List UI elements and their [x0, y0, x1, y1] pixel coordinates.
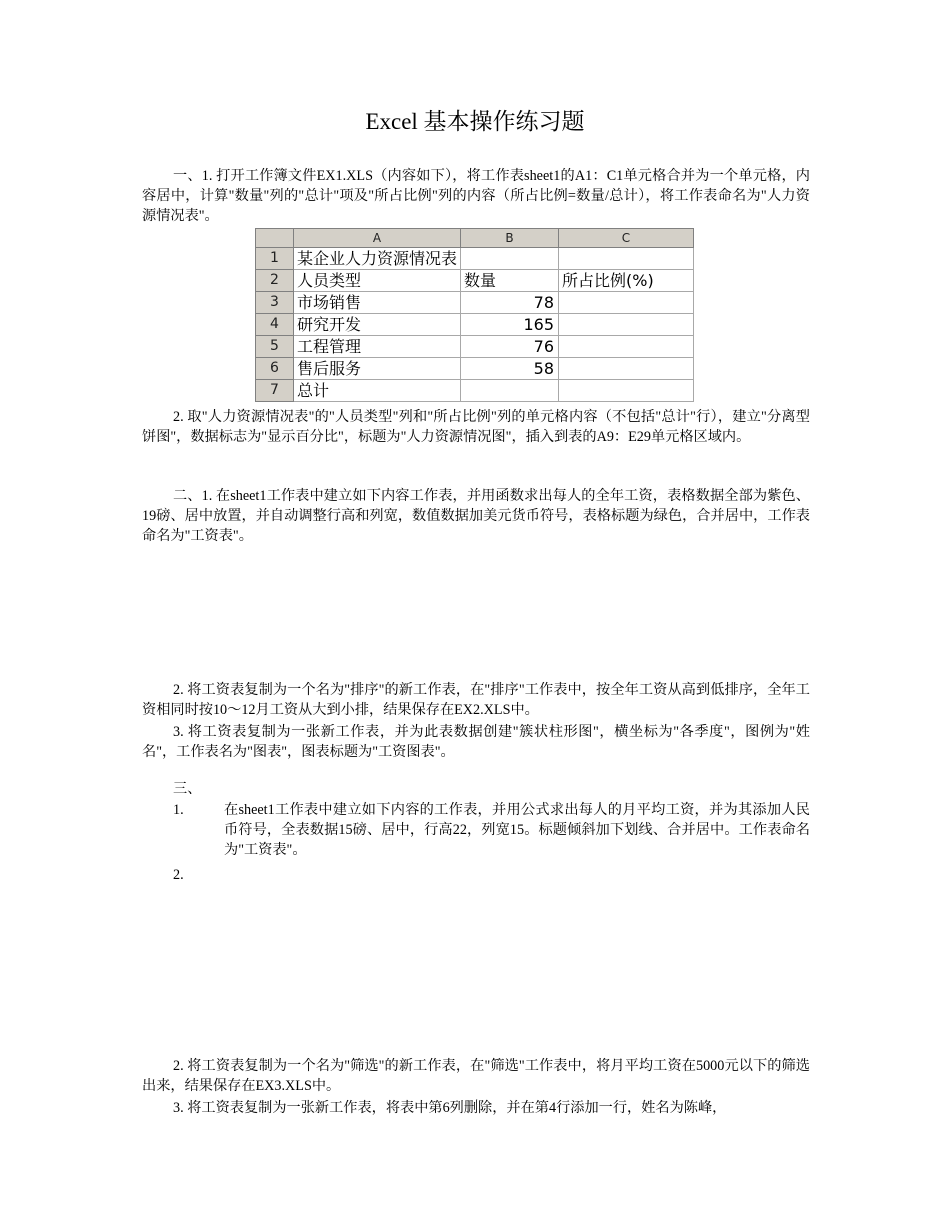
- row-number: 7: [256, 380, 294, 402]
- cell-a: 总计: [294, 380, 461, 402]
- table-row: [256, 292, 694, 314]
- cell-b: [461, 248, 559, 270]
- section3-item1-text: 在sheet1工作表中建立如下内容的工作表，并用公式求出每人的月平均工资，并为其添加人民币符号，全表数据15磅、居中，行高22，列宽15。标题倾斜加下划线、合并居中。工作表命名为"工资表"。: [224, 802, 810, 858]
- section2-question3: 3. 将工资表复制为一张新工作表，并为此表数据创建"簇状柱形图"，横坐标为"各季度"，图例为"姓名"，工作表名为"图表"，图表标题为"工资图表"。: [142, 724, 810, 760]
- section1-question1: 一、1. 打开工作簿文件EX1.XLS（内容如下），将工作表sheet1的A1：C1单元格合并为一个单元格，内容居中，计算"数量"列的"总计"项及"所占比例"列的内容（所占比例=数量/总计），将工作表命名为"人力资源情况表"。: [142, 168, 810, 224]
- cell-a: 市场销售: [294, 292, 461, 314]
- spreadsheet-image: [255, 228, 694, 402]
- section3-item1-number: 1.: [173, 802, 184, 818]
- column-header-c: C: [559, 229, 694, 248]
- section1-question2: 2. 取"人力资源情况表"的"人员类型"列和"所占比例"列的单元格内容（不包括"总计"行），建立"分离型饼图"，数据标志为"显示百分比"，标题为"人力资源情况图"，插入到表的A9：E29单元格区域内。: [142, 409, 810, 445]
- cell-b: 76: [461, 336, 559, 358]
- column-header-b: B: [461, 229, 559, 248]
- corner-cell: [256, 229, 294, 248]
- row-number: 5: [256, 336, 294, 358]
- section3-heading: 三、: [173, 781, 202, 797]
- cell-b: 165: [461, 314, 559, 336]
- page-title: Excel 基本操作练习题: [365, 109, 585, 134]
- cell-b: 58: [461, 358, 559, 380]
- table-row: [256, 270, 694, 292]
- cell-b: 数量: [461, 270, 559, 292]
- cell-c: [559, 358, 694, 380]
- row-number: 4: [256, 314, 294, 336]
- table-row: [256, 314, 694, 336]
- section3-question3: 3. 将工资表复制为一张新工作表，将表中第6列删除，并在第4行添加一行，姓名为陈峰，: [173, 1100, 727, 1116]
- column-header-row: [256, 229, 694, 248]
- cell-c: [559, 248, 694, 270]
- cell-c: 所占比例(%): [559, 270, 694, 292]
- cell-c: [559, 314, 694, 336]
- table-row: [256, 380, 694, 402]
- section3-item2-number: 2.: [173, 867, 184, 883]
- cell-a: 某企业人力资源情况表: [294, 248, 461, 270]
- column-header-a: A: [294, 229, 461, 248]
- cell-a: 研究开发: [294, 314, 461, 336]
- row-number: 2: [256, 270, 294, 292]
- cell-c: [559, 292, 694, 314]
- row-number: 6: [256, 358, 294, 380]
- section3-question2: 2. 将工资表复制为一个名为"筛选"的新工作表，在"筛选"工作表中，将月平均工资在5000元以下的筛选出来，结果保存在EX3.XLS中。: [142, 1058, 810, 1094]
- cell-b: [461, 380, 559, 402]
- cell-a: 售后服务: [294, 358, 461, 380]
- section2-question1: 二、1. 在sheet1工作表中建立如下内容工作表，并用函数求出每人的全年工资，表格数据全部为紫色、19磅、居中放置，并自动调整行高和列宽，数值数据加美元货币符号，表格标题为绿色，合并居中，工作表命名为"工资表"。: [142, 488, 810, 544]
- table-row: [256, 336, 694, 358]
- cell-c: [559, 336, 694, 358]
- row-number: 3: [256, 292, 294, 314]
- table-row: [256, 358, 694, 380]
- section2-question2: 2. 将工资表复制为一个名为"排序"的新工作表，在"排序"工作表中，按全年工资从高到低排序，全年工资相同时按10～12月工资从大到小排，结果保存在EX2.XLS中。: [142, 682, 810, 718]
- table-row: [256, 248, 694, 270]
- row-number: 1: [256, 248, 294, 270]
- cell-c: [559, 380, 694, 402]
- cell-a: 人员类型: [294, 270, 461, 292]
- cell-a: 工程管理: [294, 336, 461, 358]
- cell-b: 78: [461, 292, 559, 314]
